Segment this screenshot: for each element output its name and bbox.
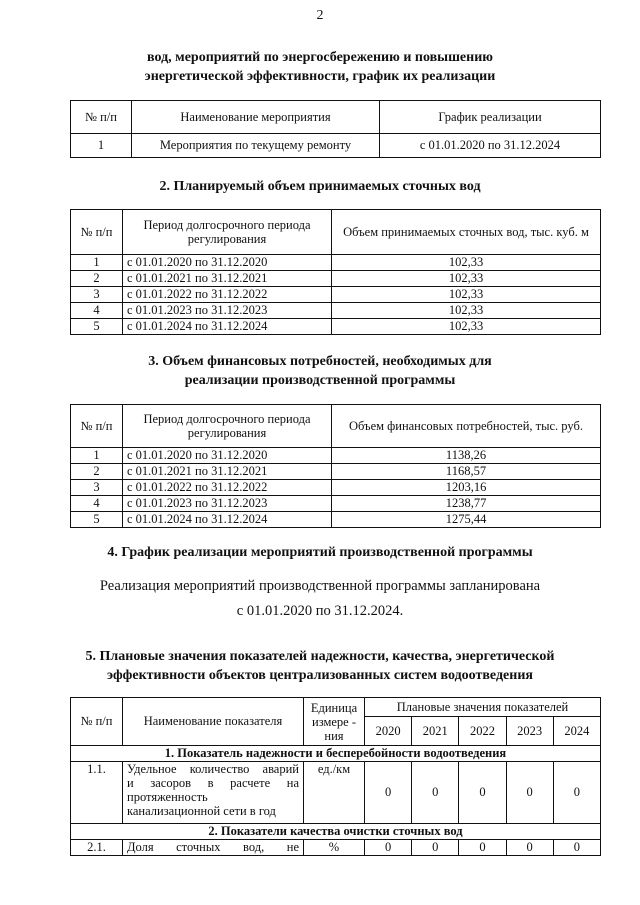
group-header: 1. Показатель надежности и бесперебойности водоотведения <box>71 746 601 762</box>
year-header: 2024 <box>553 717 600 746</box>
table-header: Период долгосрочного периода регулирования <box>123 405 332 448</box>
table-header: № п/п <box>71 405 123 448</box>
indicators-table <box>70 697 601 856</box>
table-header: Плановые значения показателей <box>365 698 601 717</box>
section5-heading: 5. Плановые значения показателей надежности, качества, энергетической эффективности объектов централизованных систем водоотведения <box>85 649 555 683</box>
table-row: 5 с 01.01.2024 по 31.12.2024 1275,44 <box>71 512 601 528</box>
section3-heading: 3. Объем финансовых потребностей, необходимых для реализации производственной программы <box>148 354 492 388</box>
table-row: 3 с 01.01.2022 по 31.12.2022 1203,16 <box>71 480 601 496</box>
table-header: Объем финансовых потребностей, тыс. руб. <box>332 405 601 448</box>
section4-text-line1: Реализация мероприятий производственной программы запланирована <box>99 578 541 594</box>
table-header: № п/п <box>71 698 123 746</box>
wastewater-volume-table <box>70 209 601 335</box>
table-row: 1 с 01.01.2020 по 31.12.2020 1138,26 <box>71 448 601 464</box>
year-header: 2023 <box>506 717 553 746</box>
group-header: 2. Показатели качества очистки сточных вод <box>71 824 601 840</box>
section2-heading: 2. Планируемый объем принимаемых сточных вод <box>159 179 481 194</box>
measures-table <box>70 100 601 158</box>
table-header: № п/п <box>71 210 123 255</box>
table-header: № п/п <box>71 101 132 134</box>
table-row: 1.1. Удельное количество аварий и засоров в расчете на протяженность канализационной сети в год ед./км 0 0 0 0 0 <box>71 762 601 824</box>
table-header: Объем принимаемых сточных вод, тыс. куб. м <box>332 210 601 255</box>
table-row: 2 с 01.01.2021 по 31.12.2021 1168,57 <box>71 464 601 480</box>
table-row: 1 Мероприятия по текущему ремонту с 01.01.2020 по 31.12.2024 <box>71 134 601 158</box>
table-row: 4 с 01.01.2023 по 31.12.2023 102,33 <box>71 303 601 319</box>
table-header: Период долгосрочного периода регулирования <box>123 210 332 255</box>
table-row: 1 с 01.01.2020 по 31.12.2020 102,33 <box>71 255 601 271</box>
page-number: 2 <box>316 8 324 23</box>
section1-heading: вод, мероприятий по энергосбережению и повышению энергетической эффективности, график их реализации <box>144 50 496 84</box>
table-header: Наименование показателя <box>123 698 304 746</box>
table-row: 2 с 01.01.2021 по 31.12.2021 102,33 <box>71 271 601 287</box>
table-header: График реализации <box>380 101 601 134</box>
table-row: 2.1. Доля сточных вод, не % 0 0 0 0 0 <box>71 840 601 856</box>
table-row: 5 с 01.01.2024 по 31.12.2024 102,33 <box>71 319 601 335</box>
year-header: 2020 <box>365 717 412 746</box>
table-row: 3 с 01.01.2022 по 31.12.2022 102,33 <box>71 287 601 303</box>
table-row: 4 с 01.01.2023 по 31.12.2023 1238,77 <box>71 496 601 512</box>
section4-heading: 4. График реализации мероприятий производственной программы <box>107 545 533 560</box>
year-header: 2022 <box>459 717 506 746</box>
year-header: 2021 <box>412 717 459 746</box>
financial-needs-table <box>70 404 601 528</box>
section4-text-line2: с 01.01.2020 по 31.12.2024. <box>236 603 404 619</box>
table-header: Наименование мероприятия <box>132 101 380 134</box>
table-header: Единица измере - ния <box>304 698 365 746</box>
